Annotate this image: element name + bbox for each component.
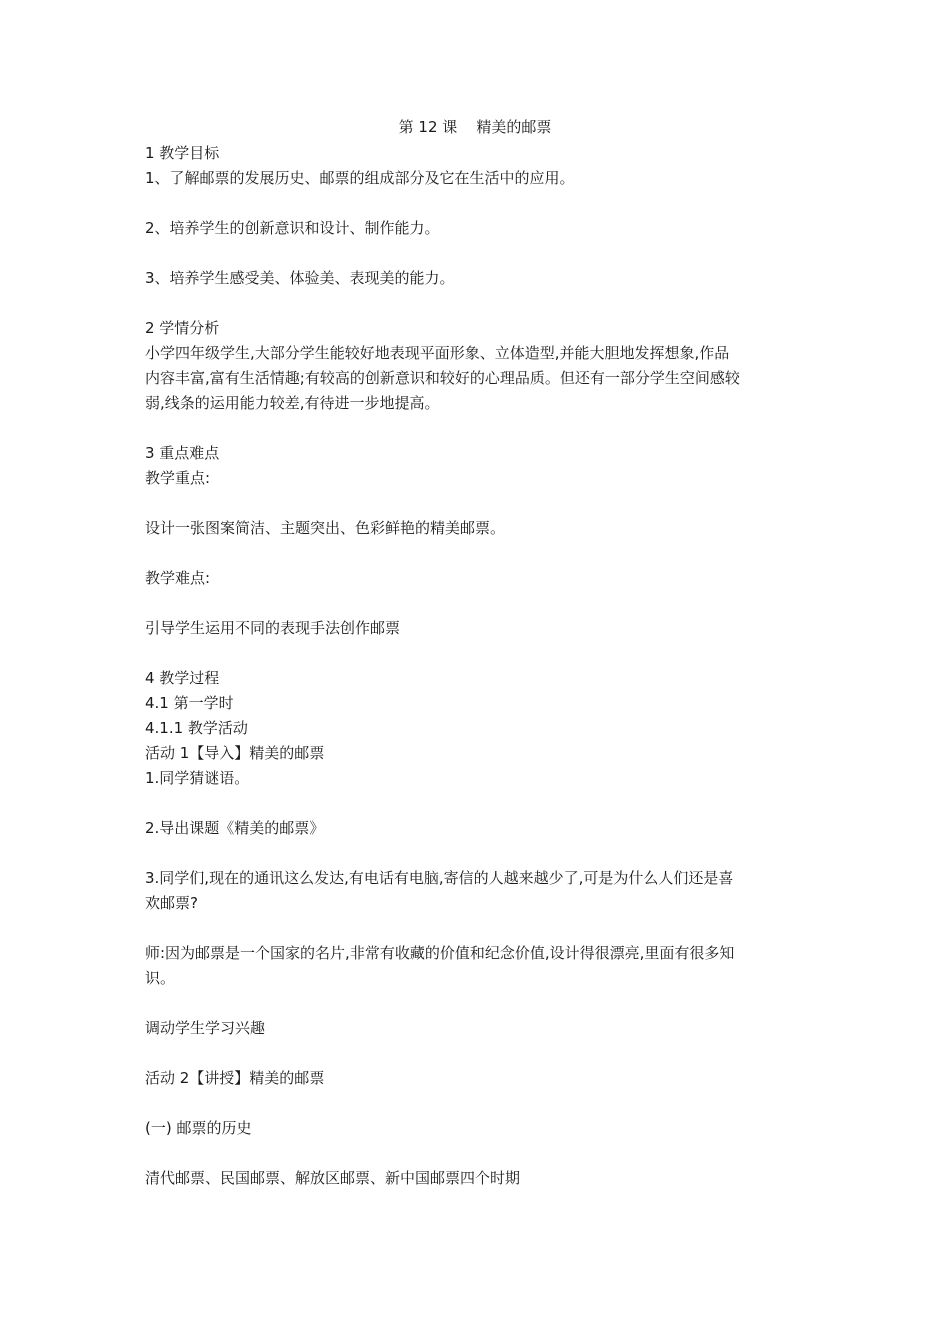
subsection-teaching-activities: 4.1.1 教学活动	[145, 719, 248, 737]
activity-1-step-2: 2.导出课题《精美的邮票》	[145, 819, 325, 837]
spacer	[145, 591, 810, 616]
spacer	[145, 291, 810, 316]
spacer	[145, 991, 810, 1016]
document-body	[145, 141, 810, 1191]
spacer	[145, 791, 810, 816]
difficulty-text: 引导学生运用不同的表现手法创作邮票	[145, 619, 401, 637]
spacer	[145, 191, 810, 216]
subsection-first-lesson: 4.1 第一学时	[145, 694, 234, 712]
activity-1-step-3-line-1: 3.同学们,现在的通讯这么发达,有电话有电脑,寄信的人越来越少了,可是为什么人们还是喜	[145, 869, 734, 887]
activity-1-title: 活动 1【导入】精美的邮票	[145, 744, 325, 762]
teacher-remark-line-1: 师:因为邮票是一个国家的名片,非常有收藏的价值和纪念价值,设计得很漂亮,里面有很多知	[145, 944, 735, 962]
goal-item-1: 1、了解邮票的发展历史、邮票的组成部分及它在生活中的应用。	[145, 169, 575, 187]
goal-item-3: 3、培养学生感受美、体验美、表现美的能力。	[145, 269, 455, 287]
spacer	[145, 1091, 810, 1116]
teacher-remark-line-2: 识。	[145, 969, 176, 987]
difficulty-label: 教学难点:	[145, 569, 211, 587]
key-point-text: 设计一张图案简洁、主题突出、色彩鲜艳的精美邮票。	[145, 519, 506, 537]
activity-1-step-1: 1.同学猜谜语。	[145, 769, 250, 787]
spacer	[145, 541, 810, 566]
analysis-line-2: 内容丰富,富有生活情趣;有较高的创新意识和较好的心理品质。但还有一部分学生空间感较	[145, 369, 740, 387]
activity-1-step-3-line-2: 欢邮票?	[145, 894, 198, 912]
section-heading-student-analysis: 2 学情分析	[145, 319, 220, 337]
spacer	[145, 841, 810, 866]
spacer	[145, 916, 810, 941]
spacer	[145, 1041, 810, 1066]
spacer	[145, 416, 810, 441]
history-heading: (一) 邮票的历史	[145, 1119, 252, 1137]
section-heading-teaching-process: 4 教学过程	[145, 669, 220, 687]
section-heading-teaching-goals: 1 教学目标	[145, 144, 220, 162]
key-point-label: 教学重点:	[145, 469, 211, 487]
spacer	[145, 641, 810, 666]
spacer	[145, 491, 810, 516]
goal-item-2: 2、培养学生的创新意识和设计、制作能力。	[145, 219, 440, 237]
spacer	[145, 241, 810, 266]
motivation-note: 调动学生学习兴趣	[145, 1019, 266, 1037]
history-text: 清代邮票、民国邮票、解放区邮票、新中国邮票四个时期	[145, 1169, 521, 1187]
analysis-line-1: 小学四年级学生,大部分学生能较好地表现平面形象、立体造型,并能大胆地发挥想象,作品	[145, 344, 730, 362]
page-title: 第 12 课 精美的邮票	[398, 118, 552, 136]
spacer	[145, 1141, 810, 1166]
section-heading-key-points: 3 重点难点	[145, 444, 220, 462]
analysis-line-3: 弱,线条的运用能力较差,有待进一步地提高。	[145, 394, 440, 412]
activity-2-title: 活动 2【讲授】精美的邮票	[145, 1069, 325, 1087]
